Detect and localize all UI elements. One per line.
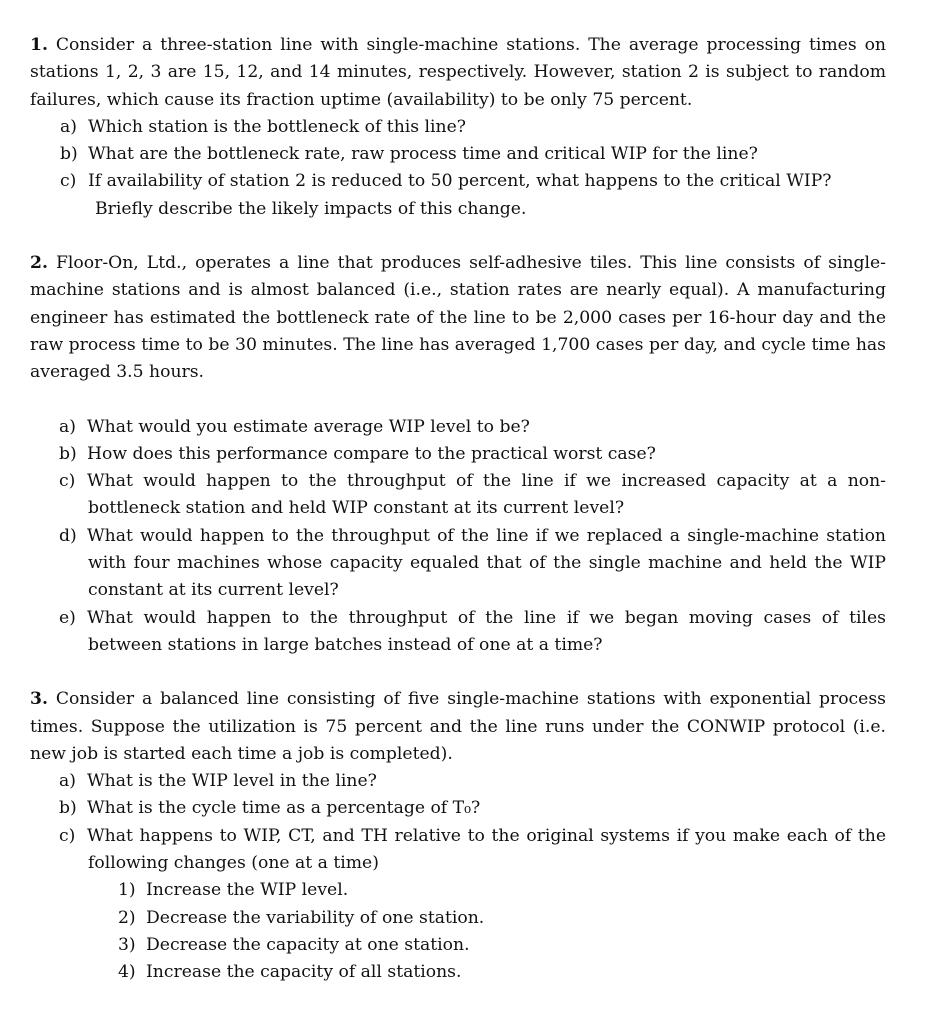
question-1: [30, 32, 886, 223]
question-3-subpart-4: 4) Increase the capacity of all stations.: [118, 962, 462, 983]
question-2-text: Floor-On, Ltd., operates a line that produces self-adhesive tiles. This line consists of single-machine stations and is almost balanced (i.e., station rates are nearly equal). A manufacturing engineer has estimated the bottleneck rate of the line to be 2,000 cases per 16-hour day and the raw process time to be 30 minutes. The line has averaged 1,700 cases per day, and cycle time has averaged 3.5 hours.: [30, 253, 886, 383]
question-2-part-e: e) What would happen to the throughput of the line if we began moving cases of tiles between stations in large batches instead of one at a time?: [59, 607, 886, 655]
question-3-text: Consider a balanced line consisting of five single-machine stations with exponential process times. Suppose the utilization is 75 percent and the line runs under the CONWIP protocol (i.e. new job is started each time a job is completed).: [30, 689, 886, 764]
question-3-subpart-3: 3) Decrease the capacity at one station.: [118, 934, 470, 955]
question-3-subpart-1: 1) Increase the WIP level.: [118, 880, 349, 901]
question-2-number: 2.: [30, 253, 48, 274]
spacer: [30, 223, 886, 250]
question-1-text: Consider a three-station line with single-machine stations. The average processing times on stations 1, 2, 3 are 15, 12, and 14 minutes, respectively. However, station 2 is subject to random failures, which cause its fraction uptime (availability) to be only 75 percent.: [30, 35, 886, 110]
question-3-number: 3.: [30, 689, 48, 710]
question-1-number: 1.: [30, 35, 48, 55]
question-3-part-a: a) What is the WIP level in the line?: [59, 771, 377, 792]
question-2-part-c: c) What would happen to the throughput of the line if we increased capacity at a non-bottleneck station and held WIP constant at its current level?: [59, 471, 886, 519]
question-2-part-d: d) What would happen to the throughput of the line if we replaced a single-machine station with four machines whose capacity equaled that of the single machine and held the WIP constant at its current level?: [59, 525, 886, 601]
question-2-part-b: b) How does this performance compare to the practical worst case?: [59, 443, 656, 464]
question-1-part-c: c) If availability of station 2 is reduced to 50 percent, what happens to the critical WIP? Briefly describe the likely impacts of this change.: [60, 171, 832, 219]
question-1-part-a: a) Which station is the bottleneck of this line?: [60, 116, 466, 137]
spacer: [30, 659, 886, 686]
spacer: [30, 387, 886, 414]
question-3-stem: [30, 686, 886, 768]
question-3-part-c: c) What happens to WIP, CT, and TH relative to the original systems if you make each of the following changes (one at a time): [59, 825, 886, 874]
question-2-part-a: a) What would you estimate average WIP level to be?: [59, 416, 530, 437]
question-3-subpart-2: 2) Decrease the variability of one station.: [118, 907, 485, 928]
question-3: [30, 686, 886, 986]
question-1-stem: [30, 32, 886, 114]
question-1-part-b: b) What are the bottleneck rate, raw process time and critical WIP for the line?: [60, 144, 758, 165]
question-2: [30, 250, 886, 659]
question-2-stem: [30, 250, 886, 386]
question-3-part-b: b) What is the cycle time as a percentage of T₀?: [59, 798, 481, 819]
